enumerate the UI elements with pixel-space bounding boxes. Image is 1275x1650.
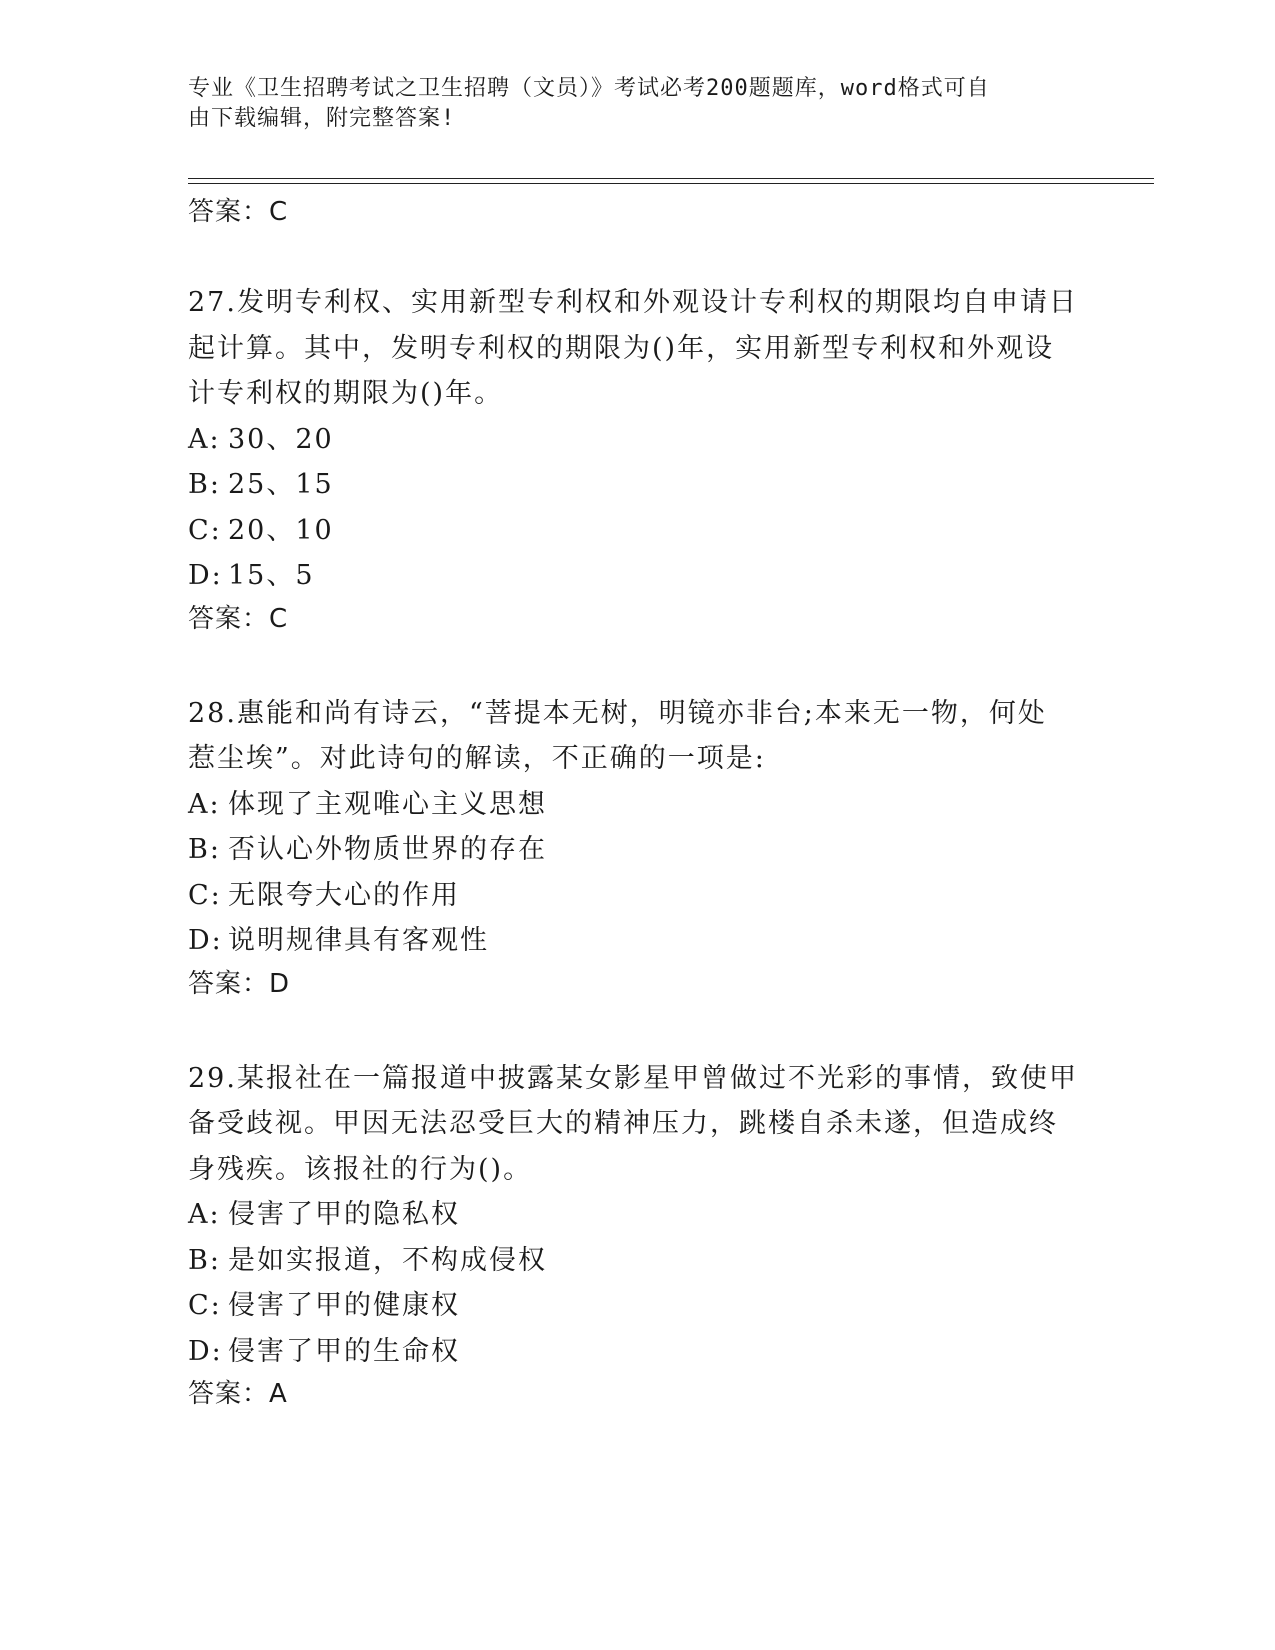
- option-d: [188, 553, 1088, 599]
- question-line: 29.某报社在一篇报道中披露某女影星甲曾做过不光彩的事情，致使甲: [188, 1062, 1078, 1094]
- document-header: [188, 74, 1068, 134]
- option-a: [188, 782, 1088, 828]
- question-text: [188, 280, 1088, 417]
- answer-label: 答案：A: [188, 1379, 288, 1409]
- question-28: [188, 691, 1088, 1008]
- header-line-2: 由下载编辑，附完整答案!: [188, 106, 456, 131]
- header-divider-top: [188, 178, 1154, 179]
- option-text: 侵害了甲的隐私权: [228, 1199, 460, 1230]
- header-line-1: 专业《卫生招聘考试之卫生招聘（文员）》考试必考200题题库，word格式可自: [188, 76, 990, 101]
- option-letter: D:: [188, 1335, 223, 1367]
- question-29: [188, 1056, 1088, 1419]
- option-text: 25、15: [228, 469, 334, 500]
- question-line: 惹尘埃”。对此诗句的解读，不正确的一项是:: [188, 743, 766, 774]
- option-c: [188, 873, 1088, 919]
- question-line: 起计算。其中，发明专利权的期限为()年，实用新型专利权和外观设: [188, 332, 1055, 364]
- header-divider-bottom: [188, 183, 1154, 184]
- option-letter: B:: [188, 469, 221, 500]
- question-list: [188, 280, 1088, 1466]
- answer-label: 答案：C: [188, 603, 289, 634]
- option-c: [188, 1283, 1088, 1329]
- previous-answer: 答案：C: [188, 197, 289, 227]
- option-letter: B:: [188, 834, 221, 865]
- option-text: 15、5: [228, 560, 315, 591]
- option-text: 20、10: [228, 514, 334, 546]
- option-text: 说明规律具有客观性: [228, 925, 489, 956]
- option-d: [188, 918, 1088, 964]
- option-a: [188, 417, 1088, 463]
- option-letter: D:: [188, 560, 223, 591]
- option-letter: A:: [188, 423, 221, 455]
- question-line: 27.发明专利权、实用新型专利权和外观设计专利权的期限均自申请日: [188, 287, 1078, 318]
- answer-label: 答案：D: [188, 968, 291, 999]
- option-text: 无限夸大心的作用: [228, 879, 460, 911]
- option-text: 体现了主观唯心主义思想: [228, 788, 547, 820]
- option-text: 侵害了甲的健康权: [228, 1290, 460, 1321]
- question-27: [188, 280, 1088, 643]
- question-line: 28.惠能和尚有诗云，“菩提本无树，明镜亦非台;本来无一物，何处: [188, 697, 1047, 729]
- option-letter: D:: [188, 925, 223, 956]
- option-b: [188, 827, 1088, 873]
- option-text: 30、20: [228, 423, 334, 455]
- question-text: [188, 691, 1088, 782]
- option-b: [188, 1238, 1088, 1284]
- option-b: [188, 462, 1088, 508]
- option-text: 否认心外物质世界的存在: [228, 834, 547, 865]
- option-c: [188, 508, 1088, 554]
- option-letter: C:: [188, 1290, 222, 1321]
- option-letter: C:: [188, 879, 222, 911]
- question-line: 身残疾。该报社的行为()。: [188, 1153, 533, 1185]
- option-text: 是如实报道，不构成侵权: [228, 1244, 547, 1276]
- question-text: [188, 1056, 1088, 1193]
- question-line: 计专利权的期限为()年。: [188, 378, 504, 409]
- option-letter: A:: [188, 788, 221, 820]
- option-d: [188, 1329, 1088, 1375]
- option-letter: C:: [188, 514, 222, 546]
- option-a: [188, 1192, 1088, 1238]
- option-letter: B:: [188, 1244, 221, 1276]
- option-letter: A:: [188, 1199, 221, 1230]
- question-line: 备受歧视。甲因无法忍受巨大的精神压力，跳楼自杀未遂，但造成终: [188, 1108, 1058, 1139]
- option-text: 侵害了甲的生命权: [228, 1335, 460, 1367]
